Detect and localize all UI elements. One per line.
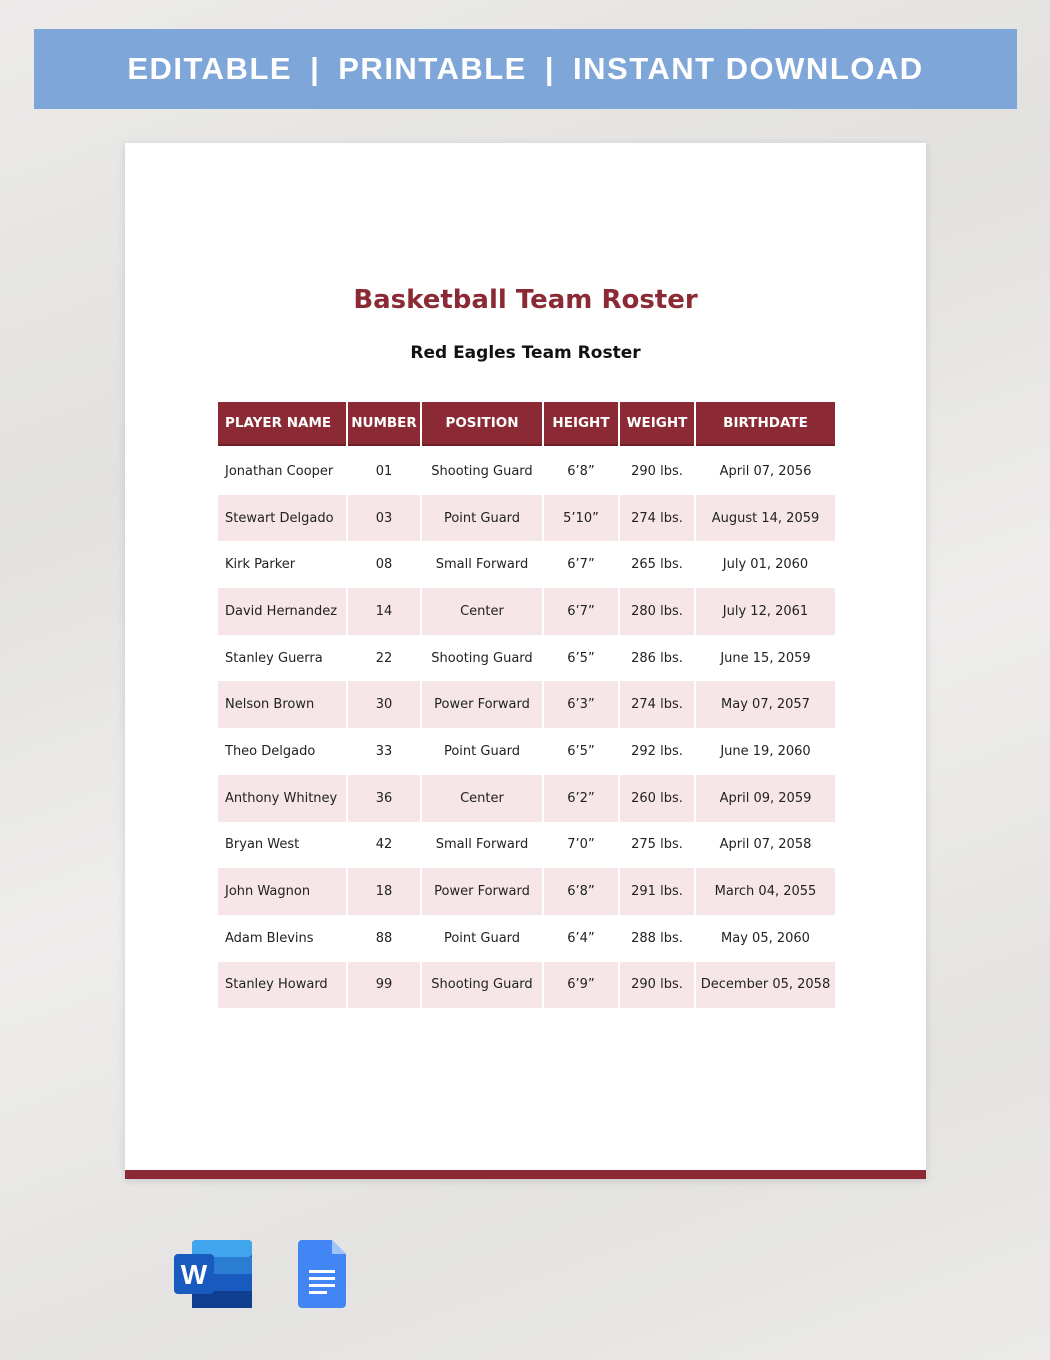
- cell-birthdate: August 14, 2059: [696, 495, 835, 542]
- table-row: [218, 681, 835, 728]
- cell-weight: 292 lbs.: [631, 743, 683, 759]
- cell-height: 6’5”: [567, 650, 595, 666]
- cell-number: 30: [348, 681, 420, 728]
- cell-player-name: Stewart Delgado: [218, 495, 346, 542]
- header-number: NUMBER: [348, 402, 420, 446]
- cell-player-name: Anthony Whitney: [218, 775, 346, 822]
- cell-position: Shooting Guard: [431, 463, 533, 479]
- cell-birthdate: July 12, 2061: [696, 588, 835, 635]
- cell-birthdate: July 01, 2060: [722, 557, 809, 573]
- cell-player-name: Bryan West: [225, 837, 300, 853]
- footer-accent-bar: [125, 1170, 926, 1179]
- cell-number: 08: [375, 557, 393, 573]
- cell-weight: 280 lbs.: [620, 588, 694, 635]
- table-row: [218, 962, 835, 1009]
- banner-separator: |: [544, 51, 556, 86]
- cell-birthdate: April 09, 2059: [696, 775, 835, 822]
- table-row: [218, 822, 835, 869]
- banner-editable: EDITABLE: [127, 51, 293, 86]
- cell-number: 22: [375, 650, 393, 666]
- svg-text:W: W: [180, 1259, 208, 1290]
- cell-position: Small Forward: [435, 837, 529, 853]
- cell-height: 5’10”: [544, 495, 618, 542]
- cell-height: 6’9”: [544, 962, 618, 1009]
- cell-height: 6’3”: [544, 681, 618, 728]
- table-row: [218, 495, 835, 542]
- cell-weight: 290 lbs.: [631, 463, 683, 479]
- banner-separator: |: [310, 51, 321, 86]
- cell-birthdate: May 05, 2060: [721, 930, 810, 946]
- header-weight: WEIGHT: [620, 402, 694, 446]
- cell-height: 6’7”: [544, 588, 618, 635]
- roster-table: [218, 402, 835, 1008]
- table-row: [218, 728, 835, 775]
- cell-number: 42: [375, 837, 393, 853]
- header-position: POSITION: [422, 402, 542, 446]
- cell-weight: 286 lbs.: [631, 650, 683, 666]
- header-player-name: PLAYER NAME: [218, 402, 346, 446]
- cell-player-name: Theo Delgado: [225, 743, 316, 759]
- cell-weight: 291 lbs.: [620, 868, 694, 915]
- cell-birthdate: May 07, 2057: [696, 681, 835, 728]
- google-docs-icon: [296, 1238, 348, 1310]
- table-header-row: [218, 402, 835, 448]
- cell-number: 33: [375, 743, 393, 759]
- cell-position: Point Guard: [443, 930, 521, 946]
- banner-printable: PRINTABLE: [338, 51, 527, 86]
- cell-number: 88: [375, 930, 393, 946]
- cell-weight: 274 lbs.: [620, 681, 694, 728]
- cell-birthdate: April 07, 2056: [719, 463, 812, 479]
- cell-position: Point Guard: [443, 743, 521, 759]
- table-row: [218, 868, 835, 915]
- cell-number: 18: [348, 868, 420, 915]
- table-row: [218, 448, 835, 495]
- cell-weight: 265 lbs.: [631, 557, 683, 573]
- table-row: [218, 775, 835, 822]
- word-icon: [172, 1238, 254, 1310]
- cell-player-name: John Wagnon: [218, 868, 346, 915]
- cell-height: 6’8”: [567, 463, 595, 479]
- cell-position: Power Forward: [422, 681, 542, 728]
- cell-weight: 288 lbs.: [631, 930, 683, 946]
- banner-instant-download: INSTANT DOWNLOAD: [573, 51, 924, 86]
- header-height: HEIGHT: [544, 402, 618, 446]
- cell-height: 6’7”: [567, 557, 595, 573]
- cell-height: 6’4”: [567, 930, 595, 946]
- table-row: [218, 915, 835, 962]
- cell-position: Small Forward: [435, 557, 529, 573]
- cell-number: 99: [348, 962, 420, 1009]
- cell-birthdate: June 15, 2059: [720, 650, 811, 666]
- cell-player-name: Stanley Howard: [218, 962, 346, 1009]
- cell-height: 7’0”: [567, 837, 595, 853]
- header-birthdate: BIRTHDATE: [696, 402, 835, 446]
- cell-weight: 274 lbs.: [620, 495, 694, 542]
- cell-player-name: Nelson Brown: [218, 681, 346, 728]
- cell-height: 6’2”: [544, 775, 618, 822]
- cell-height: 6’8”: [544, 868, 618, 915]
- cell-player-name: Adam Blevins: [225, 930, 314, 946]
- cell-weight: 290 lbs.: [620, 962, 694, 1009]
- cell-player-name: Jonathan Cooper: [225, 463, 334, 479]
- cell-height: 6’5”: [567, 743, 595, 759]
- cell-number: 36: [348, 775, 420, 822]
- app-icons: [172, 1238, 348, 1310]
- cell-weight: 275 lbs.: [631, 837, 683, 853]
- document-page: [125, 143, 926, 1179]
- table-row: [218, 541, 835, 588]
- cell-player-name: Kirk Parker: [225, 557, 296, 573]
- cell-position: Power Forward: [422, 868, 542, 915]
- cell-number: 03: [348, 495, 420, 542]
- cell-number: 14: [348, 588, 420, 635]
- cell-number: 01: [375, 463, 393, 479]
- cell-birthdate: April 07, 2058: [719, 837, 812, 853]
- table-row: [218, 588, 835, 635]
- cell-weight: 260 lbs.: [620, 775, 694, 822]
- feature-banner: [34, 29, 1017, 109]
- cell-player-name: Stanley Guerra: [225, 650, 323, 666]
- document-subtitle: Red Eagles Team Roster: [410, 343, 641, 363]
- cell-position: Point Guard: [422, 495, 542, 542]
- document-title: Basketball Team Roster: [353, 285, 698, 315]
- cell-position: Center: [422, 588, 542, 635]
- table-row: [218, 635, 835, 682]
- cell-player-name: David Hernandez: [218, 588, 346, 635]
- cell-birthdate: June 19, 2060: [720, 743, 811, 759]
- cell-position: Center: [422, 775, 542, 822]
- cell-birthdate: December 05, 2058: [696, 962, 835, 1009]
- cell-position: Shooting Guard: [431, 650, 533, 666]
- cell-position: Shooting Guard: [422, 962, 542, 1009]
- cell-birthdate: March 04, 2055: [696, 868, 835, 915]
